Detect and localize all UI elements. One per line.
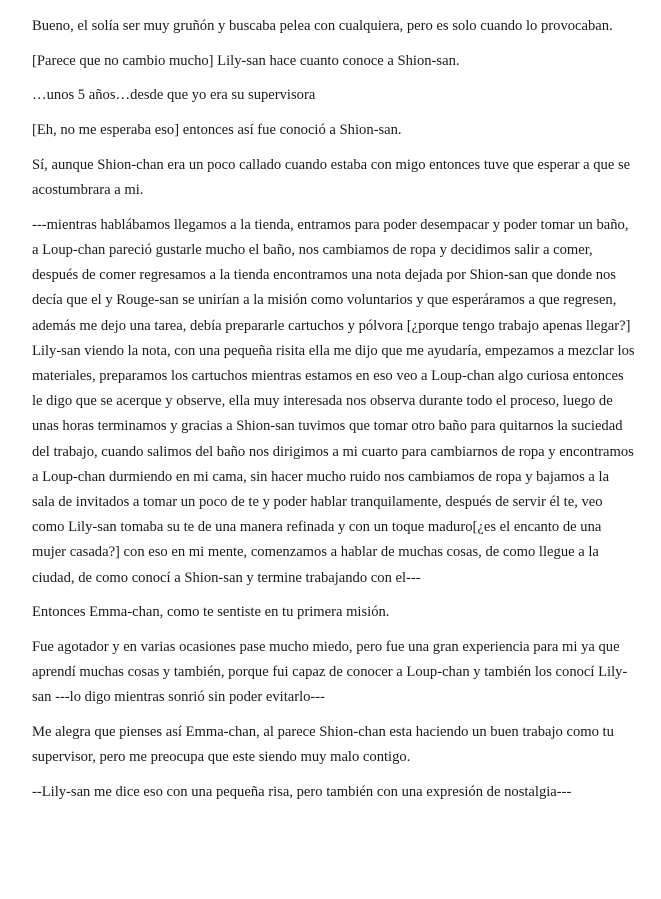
paragraph-10: --Lily-san me dice eso con una pequeña risa, pero también con una expresión de nostalgia--- [32, 783, 572, 800]
paragraph-8: Fue agotador y en varias ocasiones pase mucho miedo, pero fue una gran experiencia para mi ya que aprendí muchas cosas y también, porque fui capaz de conocer a Loup-chan y también los conocí Lily-san ---lo digo mientras sonrió sin poder evitarlo--- [32, 638, 628, 706]
paragraph-1: Bueno, el solía ser muy gruñón y buscaba pelea con cualquiera, pero es solo cuando lo provocaban. [32, 18, 613, 34]
paragraph-4: [Eh, no me esperaba eso] entonces así fue conoció a Shion-san. [32, 122, 402, 139]
paragraph-3: …unos 5 años…desde que yo era su supervisora [32, 87, 316, 104]
paragraph-5: Sí, aunque Shion-chan era un poco callado cuando estaba con migo entonces tuve que esperar a que se acostumbrara a mi. [32, 156, 631, 199]
paragraph-6: ---mientras hablábamos llegamos a la tienda, entramos para poder desempacar y poder tomar un baño, a Loup-chan pareció gustarle mucho el baño, nos cambiamos de ropa y decidimos salir a comer, después de comer regresamos a la tienda encontramos una nota dejada por Shion-san que donde nos decía que el y Rouge-san se unirían a la misión como voluntarios y que esperáramos a que regresen, además me dejo una tarea, debía prepararle cartuchos y pólvora [¿porque tengo trabajo apenas llegar?] Lily-san viendo la nota, con una pequeña risita ella me dijo que me ayudaría, empezamos a mezclar los materiales, preparamos los cartuchos mientras estamos en eso veo a Loup-chan algo curiosa entonces le digo que se acerque y observe, ella muy interesada nos observa durante todo el proceso, luego de unas horas terminamos y gracias a Shion-san tuvimos que tomar otro baño para quitarnos la suciedad del trabajo, cuando salimos del baño nos dirigimos a mi cuarto para cambiarnos de ropa y encontramos a Loup-chan durmiendo en mi cama, sin hacer mucho ruido nos cambiamos de ropa y bajamos a la sala de invitados a tomar un poco de te y poder hablar tranquilamente, después de servir él te, veo como Lily-san tomaba su te de una manera refinada y con un toque maduro[¿es el encanto de una mujer casada?] con eso en mi mente, comenzamos a hablar de muchas cosas, de como llegue a la ciudad, de como conocí a Shion-san y termine trabajando con el--- [32, 216, 635, 586]
paragraph-9: Me alegra que pienses así Emma-chan, al parece Shion-chan esta haciendo un buen trabajo como tu supervisor, pero me preocupa que este siendo muy malo contigo. [32, 724, 614, 766]
paragraph-7: Entonces Emma-chan, como te sentiste en tu primera misión. [32, 604, 390, 621]
paragraph-2: [Parece que no cambio mucho] Lily-san hace cuanto conoce a Shion-san. [32, 52, 460, 69]
